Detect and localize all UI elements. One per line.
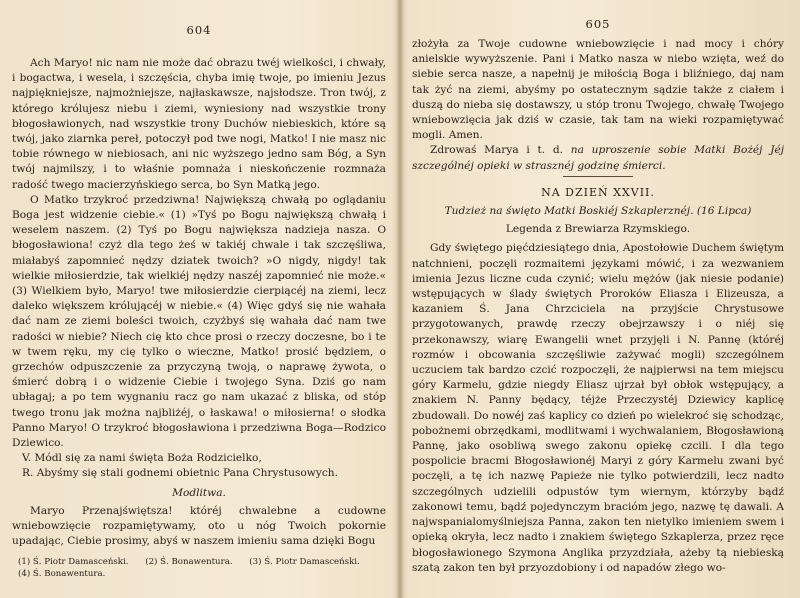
footnote: (2) Ś. Bonawentura. [145,556,233,567]
zdrowas-line [412,143,784,173]
left-paragraph: O Matko trzykroć przedziwna! Największą chwałą po oglądaniu Boga jest widzenie ciebie.« (1) »Tyś po Bogu największą chwałą i weselem naszem. (2) Tyś po Bogu największa nadzieja nasza. O błogosławiona! czyż dla tego żeś w takiéj chwale i tak szczęśliwa, miałabyś zapomnieć nędzy dziatek twoich? »O nigdy, nigdy! tak wielkie miłosierdzie, tak wielkiéj nędzy naszéj zapomnieć nie może.« (3) Wielkiem było, Maryo! twe miłosierdzie cierpiącéj na ziemi, lecz daleko większem królującéj w niebie.« (4) Więc gdyś się nie wahała dać nam ze ziemi boleści twoich, czyżbyś się wahała dać nam twe radości w niebie? Niech cię kto chce prosi o rzeczy doczesne, bo i te w twem ręku, my cię tylko o wieczne, Matko! prosić będziem, o grzechów odpuszczenie za przyczyną twoją, o naprawę żywota, o śmierć dobrą i o widzenie Ciebie i twojego Syna. Dziś go nam ubłagaj; a po tem wygnaniu racz go nam ukazać z bliska, od stóp twego tronu jak można najbliżéj, o łaskawa! o miłosierna! o słodka Panno Maryo! O trzykroć błogosławiona i przedziwna Boga—Rodzico Dziewico. [12,193,386,450]
left-body-text [12,56,386,550]
left-page [12,0,386,598]
footnote: (3) Ś. Piotr Damasceński. [249,556,360,567]
right-body-text [412,37,784,576]
versicle-response [12,451,386,481]
section-divider [563,176,633,177]
legend-heading: Legenda z Brewiarza Rzymskiego. [505,223,691,236]
legend-text: Gdy świętego pięćdziesiątego dnia, Apostołowie Duchem świętym natchnieni, poczęli rozmaitemi językami mówić, i za wezwaniem imienia Jezus liczne cuda czynić; wielu mężów (jak niesie podanie) wstępujących w ślady świętych Proroków Eliasza i Elizeusza, a kazaniem Ś. Jana Chrzciciela na przyjście Chrystusowe przygotowanych, prawdę rzeczy obejrzawszy i o niéj się przekonawszy, wiarę Ewangelii wnet przyjęli i N. Pannę (któréj rozmów i obcowania szczęśliwie zażywać mogli) szczególnem uczuciem tak bardzo czcić rozpoczęli, że najpierwsi na tem miejscu góry Karmelu, gdzie niegdy Eliasz ujrzał był obłok wstępujący, a znakiem N. Panny będący, téjże Przeczystéj Dziewicy kaplicę zbudowali. Do nowéj zaś kaplicy co dzień po wielekroć się schodząc, pobożnemi obrzędkami, modlitwami i wychwalaniem, Błogosławioną Pannę, jako osobliwą swego zakonu opiekę czcili. I dla tego pospolicie bracmi Błogosławionéj Maryi z góry Karmelu zwani być poczęli, a tę ich nazwę Papieże nie tylko potwierdzili, lecz nadto szczególnych udzielili odpustów tym wiernym, którzyby bądź zakonowi temu, bądź pojedynczym bracióm jego, nazwę tę dawali. A najwspanialomyślniejsza Panna, zakon ten nietylko imieniem swem i opieką okryła, lecz nadto i znakiem świętego Szkaplerza, przez ręce błogosławionego Szymona Anglika przyzdziała, ażeby tą niebieską szatą zakon ten był przyozdobiony i od napadów złego wo- [412,242,784,574]
prayer-heading: Modlitwa. [172,486,226,499]
day-subheading: Tudzież na święto Matki Boskiéj Szkaplerznéj. (16 Lipca) [444,205,752,218]
day-heading: NA DZIEŃ XXVII. [541,185,655,199]
footnote: (1) Ś. Piotr Damasceński. [18,556,129,567]
response: R. Abyśmy się stali godnemi obietnic Pana Chrystusowych. [22,467,338,480]
page-number-left: 604 [186,23,212,37]
right-page [412,0,784,598]
versicle: V. Módl się za nami święta Boża Rodzicielko, [22,452,262,465]
book-gutter [396,0,404,598]
footnotes [12,556,386,580]
page-number-right: 605 [585,17,611,31]
zdrowas-prefix: Zdrowaś Marya i t. d. [430,144,564,157]
left-paragraph: Ach Maryo! nic nam nie może dać obrazu twéj wielkości, i chwały, i bogactwa, i wesela, i szczęścia, chyba imię twoje, po imieniu Jezus najpiękniejsze, najmożniejsze, najłaskawsze, najsłodsze. Tron twój, z którego królujesz niebu i ziemi, wyniesiony nad wszystkie trony błogosławionych, nad wszystkie trony Duchów niebieskich, które są twój, jako ziarnka pereł, potoczył pod twe nogi, Matko! I nie masz nic tobie równego w niebiosach, ani nic wyższego jedno sam Bóg, a Syn twój najmilszy, i to właśnie pomnaża i nieskończenie rozmnaża radość twego macierzyńskiego serca, bo Syn Matką jego. [12,57,386,191]
zdrowas-intention: na uproszenie sobie Matki Bożéj Jéj szczególnéj opieki w strasznéj godzinę śmierci. [412,144,784,172]
prayer-continuation: złożyła za Twoje cudowne wniebowzięcie i nad mocy i chóry anielskie wywyższenie. Pani i Matko nasza w niebo wzięta, weź do siebie serca nasze, a napełnij je miłością Boga i bliźniego, daj nam tak żyć na ziemi, abyśmy po ostatecznym sądzie także z ciałem i duszą do nieba się dostawszy, u stóp tronu Twojego, chwałę Twojego wniebowzięcia jak dziś w czasie, tak tam na wieki rozpamiętywać mogli. Amen. [412,38,784,142]
prayer-text: Maryo Przenajświętsza! któréj chwalebne a cudowne wniebowzięcie rozpamiętywamy, oto u nóg Twoich pokornie upadając, Ciebie prosimy, abyś w naszem imieniu sama dzięki Bogu [12,504,386,548]
footnote: (4) Ś. Bonawentura. [18,568,106,579]
